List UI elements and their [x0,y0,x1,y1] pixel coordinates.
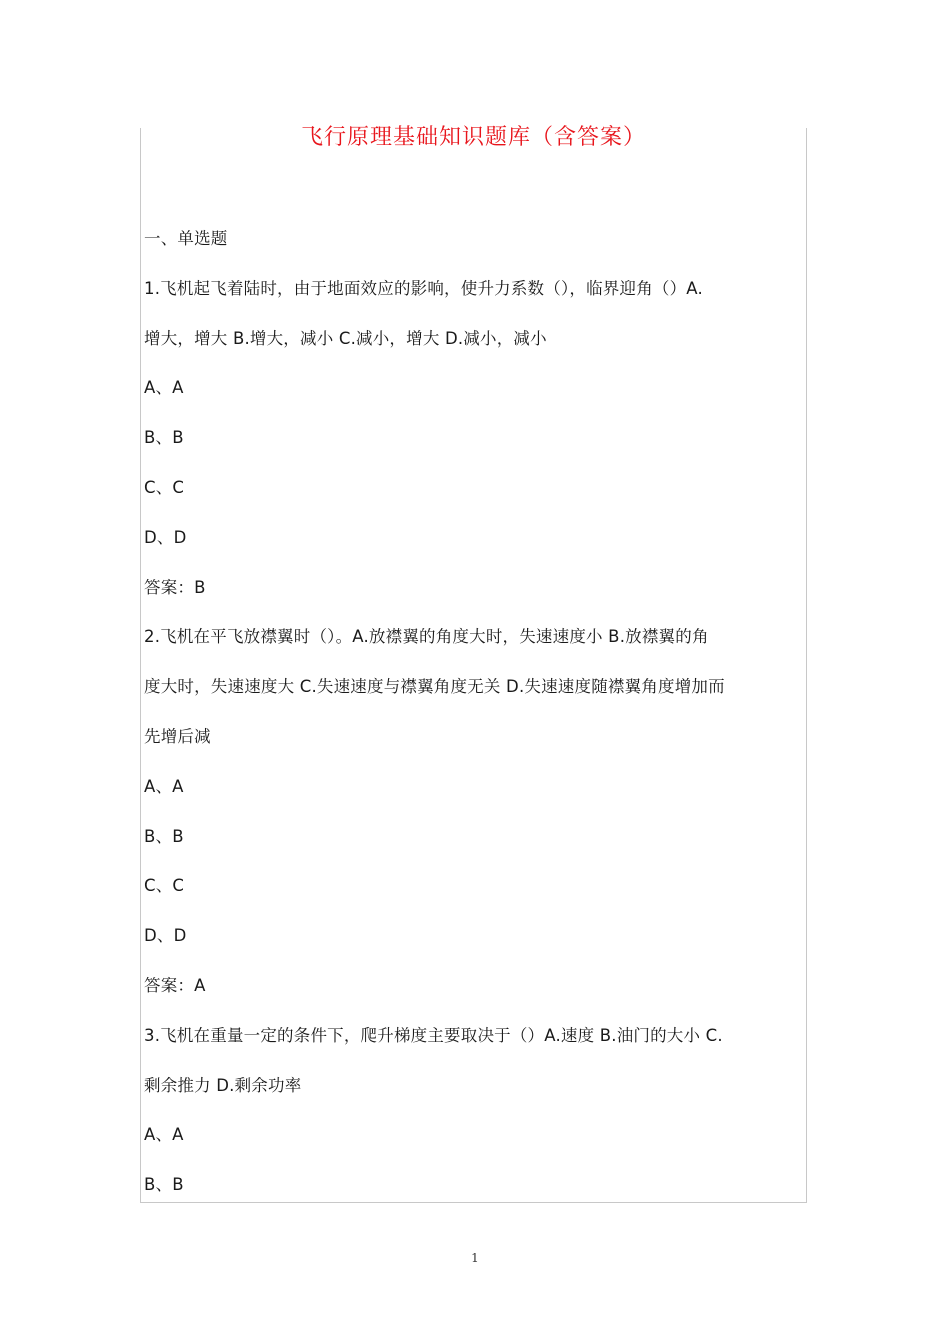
question-1-answer: 答案：B [144,577,206,597]
page-number: 1 [471,1251,479,1265]
question-2-option-a: A、A [144,776,184,796]
question-2-option-b: B、B [144,826,184,846]
question-1-option-b: B、B [144,428,184,448]
question-3-text: 3.飞机在重量一定的条件下，爬升梯度主要取决于（）A.速度 B.油门的大小 C. [144,1025,723,1045]
question-2-text: 2.飞机在平飞放襟翼时（）。A.放襟翼的角度大时，失速速度小 B.放襟翼的角 [144,627,709,647]
document-title: 飞行原理基础知识题库（含答案） [300,125,646,150]
question-2-text-cont-2: 先增后减 [144,726,211,746]
question-1-text-cont: 增大，增大 B.增大，减小 C.减小，增大 D.减小，减小 [144,328,547,348]
question-3-option-b: B、B [144,1175,184,1195]
question-3-option-a: A、A [144,1125,184,1145]
section-heading: 一、单选题 [144,229,228,248]
question-2-option-d: D、D [144,926,187,946]
question-2-text-cont: 度大时，失速速度大 C.失速速度与襟翼角度无关 D.失速速度随襟翼角度增加而 [144,677,725,697]
question-2-answer: 答案：A [144,975,206,995]
question-1-option-a: A、A [144,378,184,398]
question-1-text: 1.飞机起飞着陆时，由于地面效应的影响，使升力系数（），临界迎角（）A. [144,278,703,298]
question-content [144,214,806,1210]
question-1-option-c: C、C [144,477,185,497]
question-1-option-d: D、D [144,527,187,547]
question-2-option-c: C、C [144,876,185,896]
question-3-text-cont: 剩余推力 D.剩余功率 [144,1075,302,1095]
